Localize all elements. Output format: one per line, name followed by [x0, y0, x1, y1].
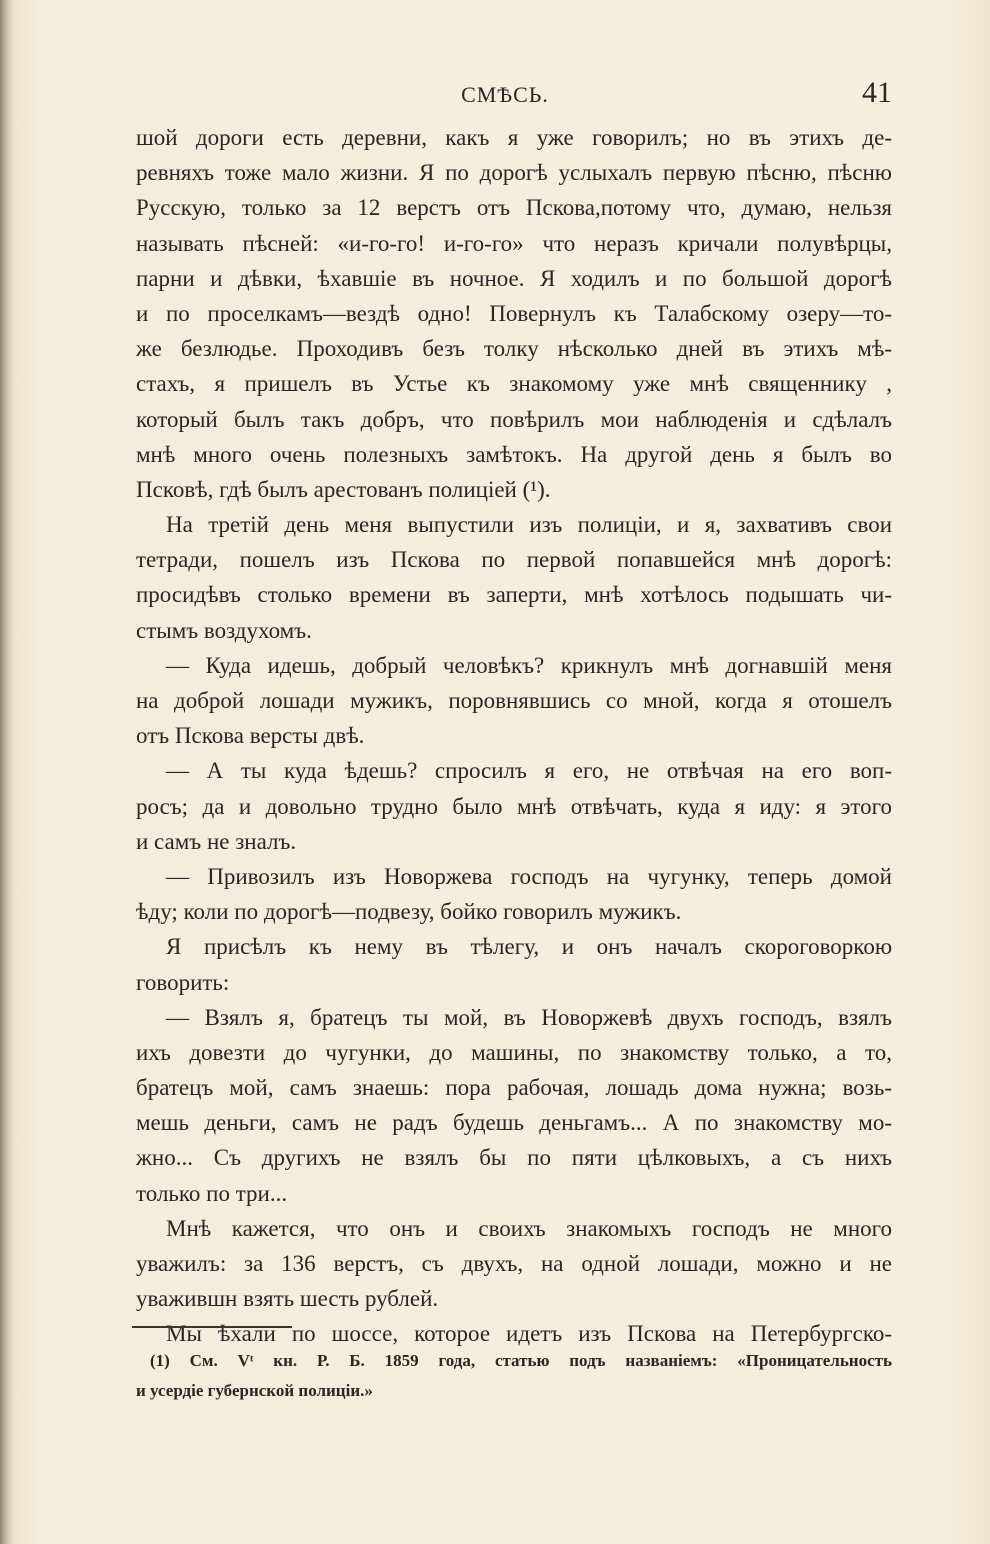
footnote-rule — [132, 1326, 292, 1328]
text-line: и по проселкамъ—вездѣ одно! Повернулъ къ Талабскому озеру—то- — [136, 300, 892, 326]
text-line: Псковѣ, гдѣ былъ арестованъ полиціей (¹). — [136, 476, 551, 502]
text-line: Мы ѣхали по шоссе, которое идетъ изъ Пскова на Петербургско- — [166, 1321, 892, 1347]
text-line: который былъ такъ добръ, что повѣрилъ мои наблюденія и сдѣлалъ — [136, 406, 892, 432]
running-title: СМѢСЬ. — [461, 82, 549, 107]
text-line: шой дороги есть деревни, какъ я уже говорилъ; но въ этихъ де- — [136, 125, 892, 150]
text-line: братецъ мой, самъ знаешь: пора рабочая, лошадь дома нужна; возь- — [136, 1075, 892, 1101]
text-line: ѣду; коли по дорогѣ—подвезу, бойко говорилъ мужикъ. — [136, 899, 682, 925]
text-line: и самъ не зналъ. — [136, 828, 297, 854]
text-line: стымъ воздухомъ. — [136, 617, 312, 643]
text-line: мешь деньги, самъ не радъ будешь деньгамъ... А по знакомству мо- — [136, 1110, 892, 1136]
text-line: отъ Пскова версты двѣ. — [136, 723, 365, 749]
footnote-line: (1) См. Vᵗ кн. Р. Б. 1859 года, статью подъ названіемъ: «Проницательность — [150, 1351, 892, 1370]
text-line: говорить: — [136, 969, 230, 995]
footnotes — [136, 1346, 892, 1406]
text-line: парни и дѣвки, ѣхавшіе въ ночное. Я ходилъ и по большой дорогѣ — [136, 265, 892, 291]
text-line: только по три... — [136, 1180, 288, 1206]
text-line: мнѣ много очень полезныхъ замѣтокъ. На другой день я былъ во — [136, 441, 892, 467]
text-line: Я присѣлъ къ нему въ тѣлегу, и онъ началъ скороговоркою — [166, 934, 892, 960]
page-number: 41 — [862, 76, 892, 109]
binding-edge — [0, 0, 14, 1544]
text-line: ихъ довезти до чугунки, до машины, по знакомству только, а то, — [136, 1039, 892, 1065]
text-line: На третій день меня выпустили изъ полиціи, и я, захвативъ свои — [166, 512, 892, 538]
text-line: Русскую, только за 12 верстъ отъ Пскова,потому что, думаю, нельзя — [136, 195, 892, 221]
text-line: — Взялъ я, братецъ ты мой, въ Новоржевѣ двухъ господъ, взялъ — [166, 1004, 892, 1030]
text-line: — А ты куда ѣдешь? спросилъ я его, не отвѣчая на его воп- — [166, 758, 892, 784]
text-line: называть пѣсней: «и-го-го! и-го-го» что неразъ кричали полувѣрцы, — [136, 230, 892, 256]
text-line: же безлюдье. Проходивъ безъ толку нѣсколько дней въ этихъ мѣ- — [136, 336, 892, 362]
text-line: стахъ, я пришелъ въ Устье къ знакомому уже мнѣ священнику , — [136, 371, 892, 397]
body-text — [136, 120, 892, 1352]
text-line: — Привозилъ изъ Новоржева господъ на чугунку, теперь домой — [166, 863, 892, 889]
text-line: ревняхъ тоже мало жизни. Я по дорогѣ услыхалъ первую пѣсню, пѣсню — [136, 160, 892, 186]
text-line: росъ; да и довольно трудно было мнѣ отвѣчать, куда я иду: я этого — [136, 793, 892, 819]
text-line: тетради, пошелъ изъ Пскова по первой попавшейся мнѣ дорогѣ: — [136, 547, 892, 573]
footnote-line: и усердіе губернской полиціи.» — [136, 1381, 373, 1400]
text-line: Мнѣ кажется, что онъ и своихъ знакомыхъ господъ не много — [166, 1215, 892, 1241]
text-line: жно... Съ другихъ не взялъ бы по пяти цѣлковыхъ, а съ нихъ — [136, 1145, 892, 1171]
page-header — [130, 76, 892, 110]
text-line: — Куда идешь, добрый человѣкъ? крикнулъ мнѣ догнавшій меня — [166, 652, 892, 678]
text-line: просидѣвъ столько времени въ заперти, мнѣ хотѣлось подышать чи- — [136, 582, 892, 608]
text-line: уважилъ: за 136 верстъ, съ двухъ, на одной лошади, можно и не — [136, 1251, 892, 1276]
text-line: уважившн взять шесть рублей. — [136, 1286, 439, 1312]
text-line: на доброй лошади мужикъ, поровнявшись со мной, когда я отошелъ — [136, 688, 892, 713]
